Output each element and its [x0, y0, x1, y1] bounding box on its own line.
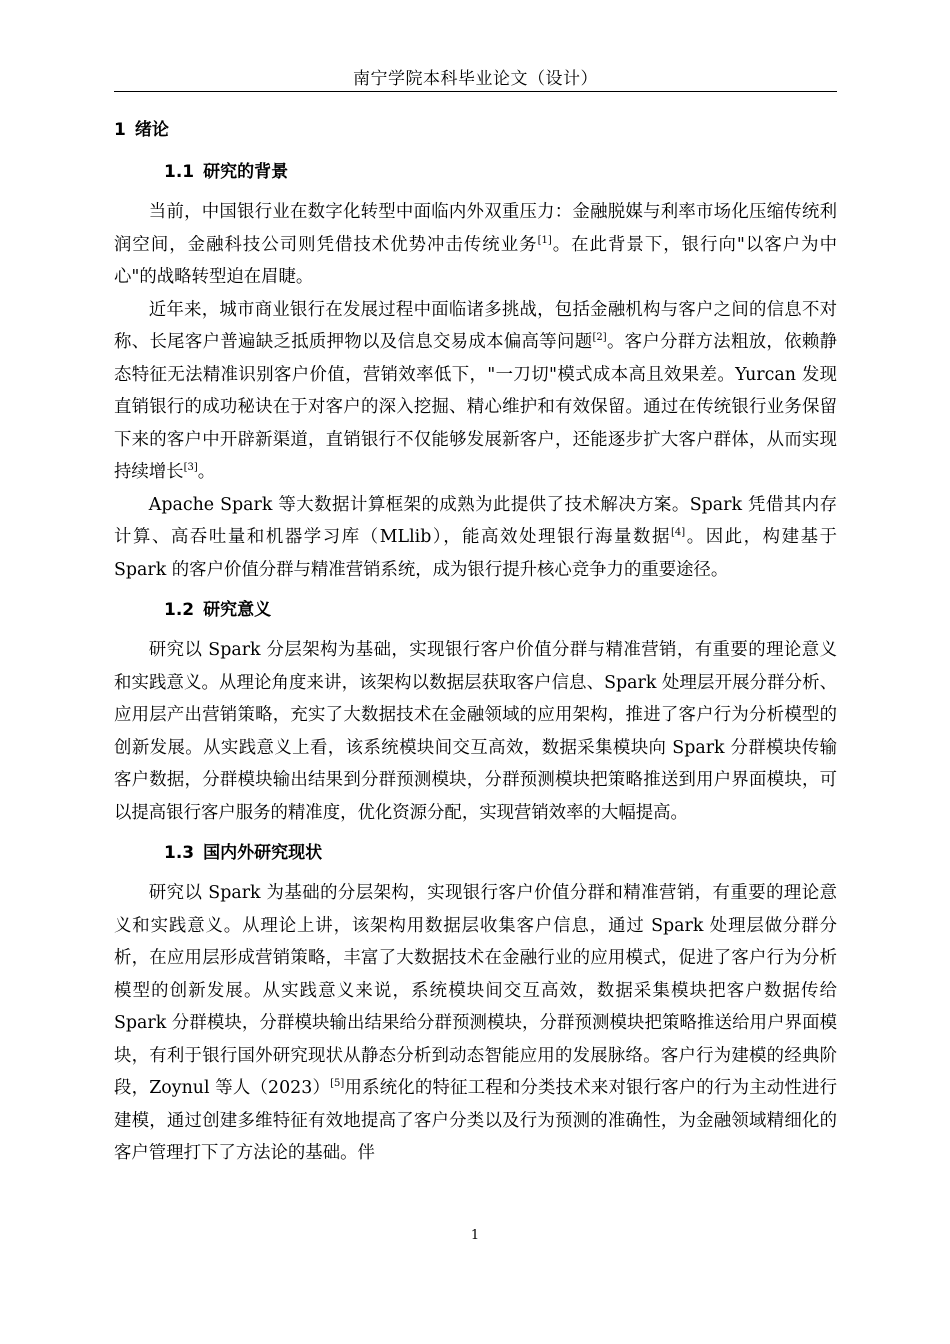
paragraph-text: 。: [197, 462, 216, 482]
paragraph-text: 近年来，城市商业银行在发展过程中面临诸多挑战，包括金融机构与客户之间的信息不对称、长尾客户普遍缺乏抵质押物以及信息交易成本偏高等问题: [114, 299, 837, 352]
paragraph-text: 研究以 Spark 分层架构为基础，实现银行客户价值分群与精准营销，有重要的理论意义和实践意义。从理论角度来讲，该架构以数据层获取客户信息、Spark 处理层开展分群分析、应用层产出营销策略，充实了大数据技术在金融领域的应用架构，推进了客户行为分析模型的创新发展。从实践意义上看，该系统模块间交互高效，数据采集模块向 Spark 分群模块传输客户数据，分群模块输出结果到分群预测模块，分群预测模块把策略推送到用户界面模块，可以提高银行客户服务的精准度，优化资源分配，实现营销效率的大幅提高。: [114, 640, 837, 823]
chapter-heading: [114, 114, 837, 146]
body-paragraph: [114, 196, 837, 294]
paragraph-text: 。在此背景下，银行向"以客户为中心"的战略转型迫在眉睫。: [114, 234, 837, 287]
paragraph-text: 。因此，构建基于 Spark 的客户价值分群与精准营销系统，成为银行提升核心竞争力的重要途径。: [114, 527, 837, 580]
citation-ref: [3]: [183, 462, 198, 474]
sections-container: [114, 156, 837, 1170]
citation-ref: [5]: [330, 1078, 345, 1090]
header-divider: [114, 91, 837, 92]
body-paragraph: [114, 294, 837, 489]
section-number: 1.1: [164, 162, 195, 182]
body-paragraph: [114, 634, 837, 829]
body-paragraph: [114, 489, 837, 587]
chapter-title: 绪论: [134, 120, 169, 140]
section-title: 研究意义: [203, 600, 272, 620]
paragraph-text: 用系统化的特征工程和分类技术来对银行客户的行为主动性进行建模，通过创建多维特征有效地提高了客户分类以及行为预测的准确性，为金融领域精细化的客户管理打下了方法论的基础。伴: [114, 1078, 837, 1163]
citation-ref: [4]: [670, 527, 686, 539]
page-number: 1: [470, 1228, 480, 1243]
section-number: 1.2: [164, 600, 195, 620]
paragraph-text: 。客户分群方法粗放，依赖静态特征无法精准识别客户价值，营销效率低下，"一刀切"模式成本高且效果差。Yurcan 发现直销银行的成功秘诀在于对客户的深入挖掘、精心维护和有效保留。通过在传统银行业务保留下来的客户中开辟新渠道，直销银行不仅能够发展新客户，还能逐步扩大客户群体，从而实现持续增长: [114, 332, 837, 482]
paragraph-text: 研究以 Spark 为基础的分层架构，实现银行客户价值分群和精准营销，有重要的理论意义和实践意义。从理论上讲，该架构用数据层收集客户信息，通过 Spark 处理层做分群分析，在应用层形成营销策略，丰富了大数据技术在金融行业的应用模式，促进了客户行为分析模型的创新发展。从实践意义来说，系统模块间交互高效，数据采集模块把客户数据传给 Spark 分群模块，分群模块输出结果给分群预测模块，分群预测模块把策略推送给用户界面模块，有利于银行国外研究现状从静态分析到动态智能应用的发展脉络。客户行为建模的经典阶段，Zoynul 等人（2023）: [114, 883, 837, 1098]
section-title: 研究的背景: [203, 162, 289, 182]
section-number: 1.3: [164, 843, 195, 863]
document-body: [114, 114, 837, 1178]
paragraph-text: 当前，中国银行业在数字化转型中面临内外双重压力：金融脱媒与利率市场化压缩传统利润空间，金融科技公司则凭借技术优势冲击传统业务: [114, 202, 837, 255]
body-paragraph: [114, 877, 837, 1170]
citation-ref: [1]: [537, 234, 552, 246]
section-heading: [164, 837, 837, 869]
section-heading: [164, 156, 837, 188]
citation-ref: [2]: [592, 332, 607, 344]
chapter-number: 1: [114, 120, 126, 140]
section-title: 国内外研究现状: [203, 843, 323, 863]
paragraph-text: Apache Spark 等大数据计算框架的成熟为此提供了技术解决方案。Spark 凭借其内存计算、高吞吐量和机器学习库（MLlib），能高效处理银行海量数据: [114, 494, 837, 547]
section-heading: [164, 594, 837, 626]
page-header: 南宁学院本科毕业论文（设计）: [353, 69, 598, 89]
